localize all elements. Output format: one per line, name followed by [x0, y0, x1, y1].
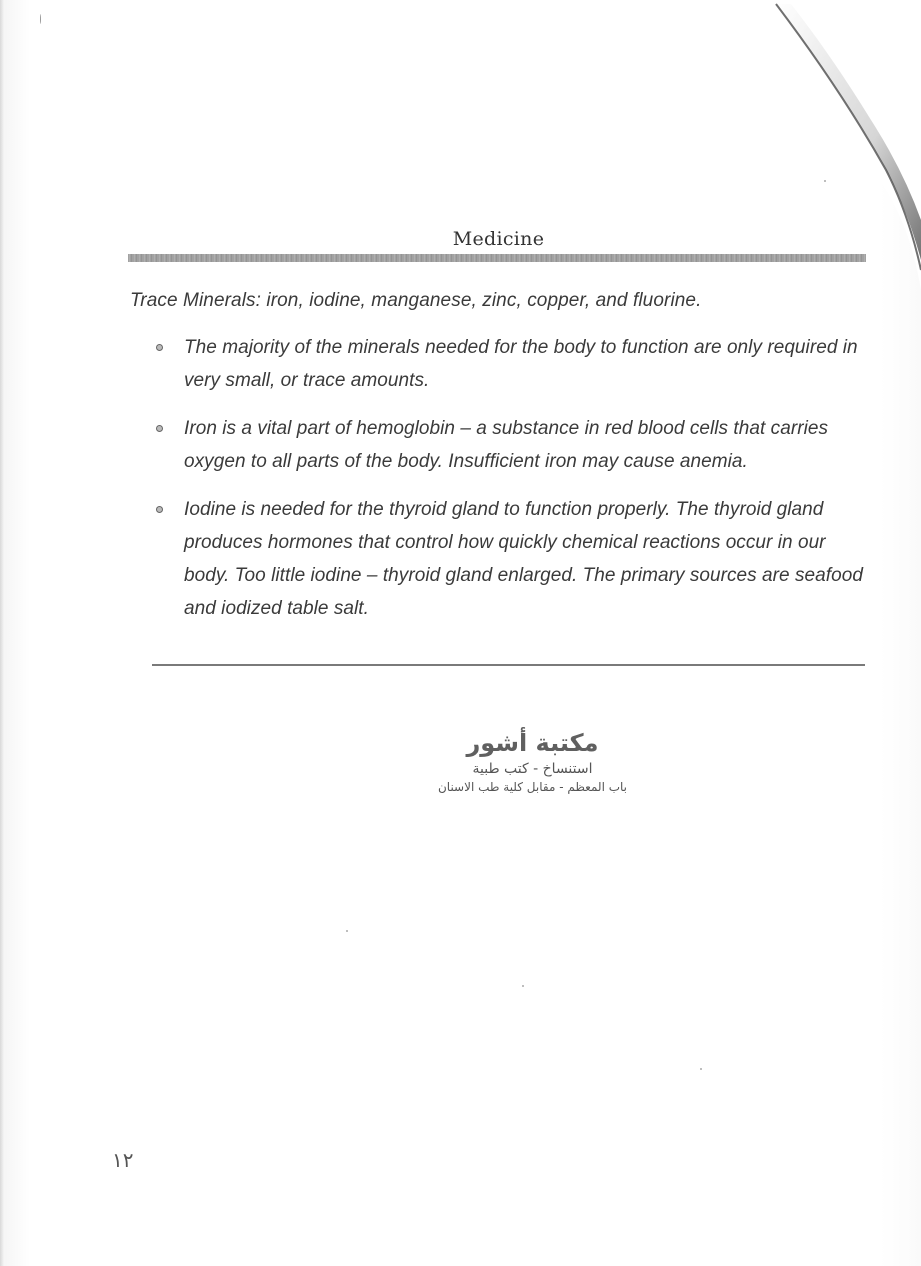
bullet-text: Iodine is needed for the thyroid gland to function properly. The thyroid gland produces hormones that control how quickly chemical reactions occur in our body. Too little iodine – thyroid gland enlarged. The primary sources are seafood and iodized table salt.: [184, 499, 863, 619]
main-content: [130, 284, 865, 640]
stamp-address: باب المعظم - مقابل كلية طب الاسنان: [437, 780, 628, 794]
scan-speck: [824, 180, 826, 182]
bullet-list: [130, 331, 865, 625]
bullet-text: Iron is a vital part of hemoglobin – a substance in red blood cells that carries oxygen to all parts of the body. Insufficient iron may cause anemia.: [184, 418, 829, 472]
scan-left-edge: [0, 0, 4, 1266]
header-rule: [128, 254, 866, 262]
scan-speck: [346, 930, 348, 932]
bullet-icon: [156, 344, 163, 351]
bullet-item: [130, 493, 865, 625]
page-header-title: [0, 228, 921, 250]
bullet-icon: [156, 506, 163, 513]
stamp-services: استنساخ - كتب طبية: [472, 761, 593, 777]
bullet-item: [130, 412, 865, 478]
intro-paragraph: Trace Minerals: iron, iodine, manganese, zinc, copper, and fluorine.: [130, 290, 702, 311]
bullet-text: The majority of the minerals needed for the body to function are only required in very small, or trace amounts.: [184, 337, 858, 391]
bottom-rule: [152, 664, 865, 666]
page-number: ١٢: [112, 1148, 134, 1172]
bullet-item: [130, 331, 865, 397]
bookshop-stamp: [425, 726, 640, 816]
header-title-text: Medicine: [452, 228, 545, 250]
scan-speck: [522, 985, 524, 987]
scan-speck: [700, 1068, 702, 1070]
stamp-shop-name: مكتبة أشور: [466, 729, 599, 757]
scan-speck: [40, 14, 41, 24]
bullet-icon: [156, 425, 163, 432]
